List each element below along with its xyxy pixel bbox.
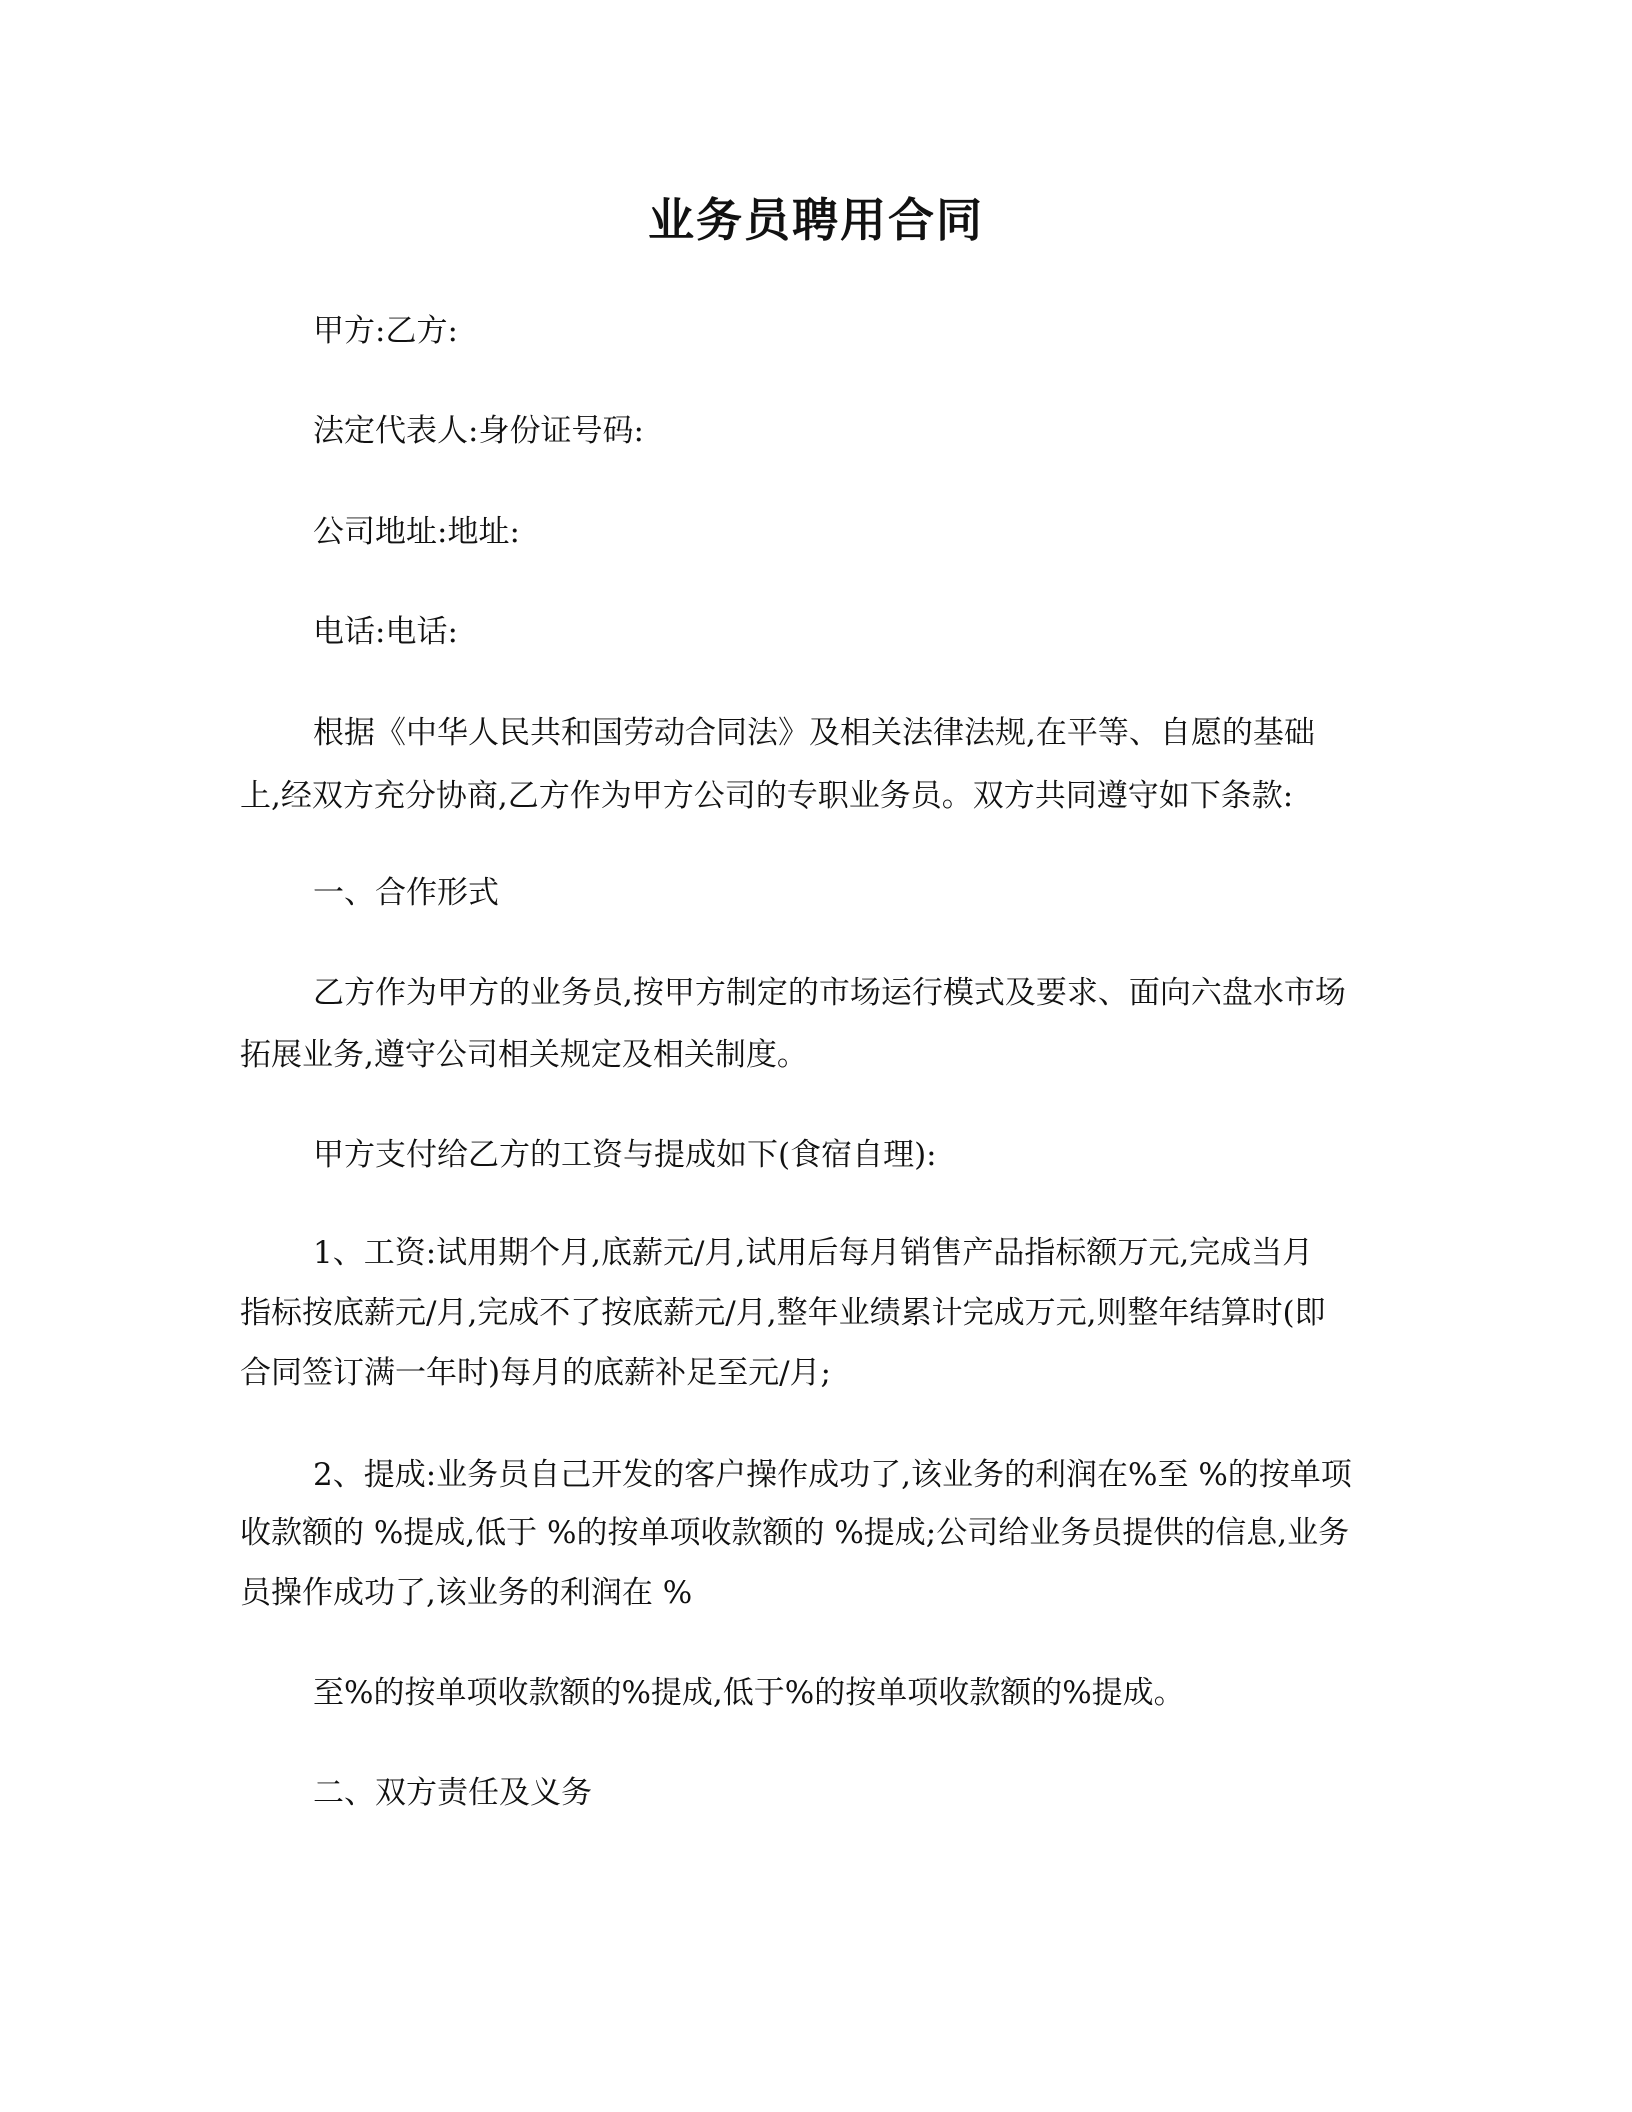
commission-clause-line: 员操作成功了,该业务的利润在 % — [240, 1575, 693, 1611]
section-heading: 二、双方责任及义务 — [313, 1775, 592, 1811]
party-line: 法定代表人:身份证号码: — [313, 413, 644, 449]
section-heading: 一、合作形式 — [313, 875, 499, 911]
commission-clause-line: 收款额的 %提成,低于 %的按单项收款额的 %提成;公司给业务员提供的信息,业务 — [240, 1515, 1350, 1551]
commission-clause-continued: 至%的按单项收款额的%提成,低于%的按单项收款额的%提成。 — [313, 1675, 1185, 1711]
preamble-line: 根据《中华人民共和国劳动合同法》及相关法律法规,在平等、自愿的基础 — [313, 715, 1315, 751]
document-title: 业务员聘用合同 — [648, 193, 984, 247]
salary-clause-line: 1、工资:试用期个月,底薪元/月,试用后每月销售产品指标额万元,完成当月 — [313, 1235, 1314, 1271]
salary-clause-line: 指标按底薪元/月,完成不了按底薪元/月,整年业绩累计完成万元,则整年结算时(即 — [240, 1295, 1326, 1331]
preamble-line: 上,经双方充分协商,乙方作为甲方公司的专职业务员。双方共同遵守如下条款: — [240, 778, 1294, 814]
party-line: 甲方:乙方: — [313, 313, 458, 349]
party-line: 公司地址:地址: — [313, 514, 520, 550]
party-line: 电话:电话: — [313, 614, 458, 650]
paragraph-line: 乙方作为甲方的业务员,按甲方制定的市场运行模式及要求、面向六盘水市场 — [313, 975, 1346, 1011]
commission-clause-line: 2、提成:业务员自己开发的客户操作成功了,该业务的利润在%至 %的按单项 — [313, 1457, 1352, 1493]
paragraph-line: 拓展业务,遵守公司相关规定及相关制度。 — [240, 1037, 808, 1073]
salary-clause-line: 合同签订满一年时)每月的底薪补足至元/月; — [240, 1355, 831, 1391]
paragraph-line: 甲方支付给乙方的工资与提成如下(食宿自理): — [313, 1137, 937, 1173]
